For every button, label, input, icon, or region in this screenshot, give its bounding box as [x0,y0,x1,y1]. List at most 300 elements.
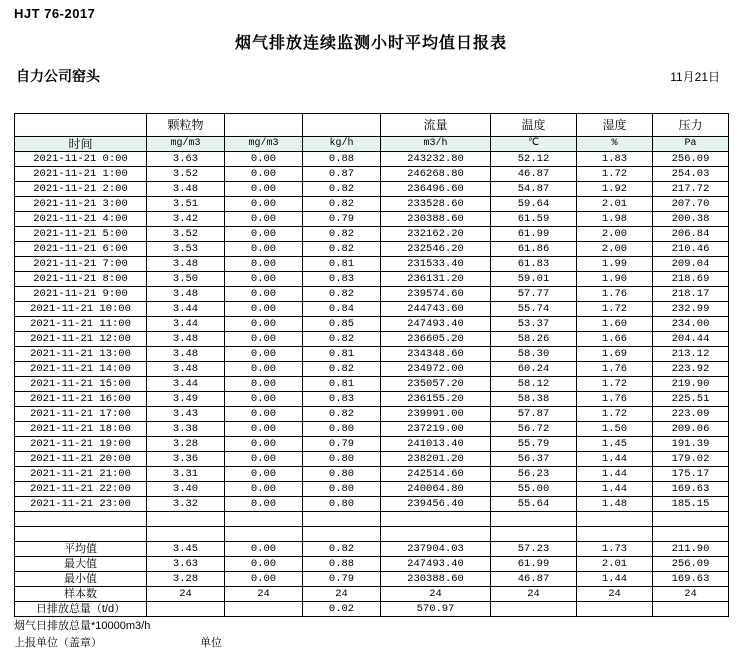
cell-humidity: 1.60 [577,317,653,332]
cell-summary-temperature: 24 [491,587,577,602]
table-group-header-row [15,114,729,137]
cell-humidity: 1.45 [577,437,653,452]
cell-time: 2021-11-21 11:00 [15,317,147,332]
cell-flow: 239991.00 [381,407,491,422]
group-header-humidity: 湿度 [577,114,653,137]
cell-flow: 247493.40 [381,317,491,332]
cell-humidity: 1.66 [577,332,653,347]
cell-c3: 0.82 [303,242,381,257]
cell-c2: 0.00 [225,437,303,452]
cell-flow: 240064.80 [381,482,491,497]
cell-humidity: 1.76 [577,362,653,377]
group-header-blank1 [225,114,303,137]
cell-flow: 242514.60 [381,467,491,482]
cell-humidity: 1.72 [577,167,653,182]
cell-time: 2021-11-21 16:00 [15,392,147,407]
cell-temperature: 55.64 [491,497,577,512]
cell-c1: 3.28 [147,437,225,452]
cell-flow: 239456.40 [381,497,491,512]
cell-temperature: 58.12 [491,377,577,392]
cell-summary-c1: 3.63 [147,557,225,572]
cell-summary-temperature: 46.87 [491,572,577,587]
cell-c2: 0.00 [225,452,303,467]
cell-c1: 3.42 [147,212,225,227]
cell-c3: 0.85 [303,317,381,332]
cell-c1: 3.44 [147,377,225,392]
cell-temperature: 57.87 [491,407,577,422]
cell-c3: 0.82 [303,332,381,347]
cell-temperature: 59.64 [491,197,577,212]
group-header-blank2 [303,114,381,137]
page-title: 烟气排放连续监测小时平均值日报表 [234,35,507,52]
cell-temperature: 52.12 [491,152,577,167]
cell-c1: 3.43 [147,407,225,422]
cell-c2: 0.00 [225,152,303,167]
cell-pressure: 200.38 [653,212,729,227]
column-unit-humidity: % [577,137,653,152]
table-row [15,452,729,467]
cell-c3: 0.81 [303,347,381,362]
column-unit-pressure: Pa [653,137,729,152]
cell-c1: 3.36 [147,452,225,467]
table-summary-row [15,542,729,557]
cell-c3: 0.81 [303,377,381,392]
cell-c1: 3.48 [147,287,225,302]
cell-time: 2021-11-21 4:00 [15,212,147,227]
cell-temperature: 55.79 [491,437,577,452]
table-row [15,362,729,377]
cell-summary-humidity: 24 [577,587,653,602]
cell-summary-c1: 3.28 [147,572,225,587]
cell-c2: 0.00 [225,272,303,287]
cell-time: 2021-11-21 10:00 [15,302,147,317]
cell-temperature: 53.37 [491,317,577,332]
cell-humidity: 2.01 [577,197,653,212]
cell-c1: 3.48 [147,182,225,197]
cell-total-c2 [225,602,303,617]
cell-humidity: 2.00 [577,227,653,242]
cell-flow: 238201.20 [381,452,491,467]
cell-time: 2021-11-21 2:00 [15,182,147,197]
cell-c1: 3.48 [147,332,225,347]
table-row [15,347,729,362]
footer-unit-label: 单位 [200,637,222,649]
table-row [15,242,729,257]
cell-c3: 0.80 [303,497,381,512]
cell-total-humidity [577,602,653,617]
cell-temperature: 60.24 [491,362,577,377]
table-spacer-row [15,512,729,527]
cell-c3: 0.82 [303,197,381,212]
cell-flow: 239574.60 [381,287,491,302]
emissions-report-table [14,113,729,617]
cell-c3: 0.79 [303,437,381,452]
cell-c2: 0.00 [225,227,303,242]
cell-humidity: 1.83 [577,152,653,167]
table-row [15,422,729,437]
cell-temperature: 46.87 [491,167,577,182]
table-row [15,182,729,197]
cell-blank [577,512,653,527]
cell-time: 2021-11-21 14:00 [15,362,147,377]
cell-c1: 3.44 [147,302,225,317]
cell-flow: 232546.20 [381,242,491,257]
cell-c2: 0.00 [225,317,303,332]
table-unit-header-row [15,137,729,152]
cell-c1: 3.50 [147,272,225,287]
cell-summary-pressure: 169.63 [653,572,729,587]
cell-summary-flow: 237904.03 [381,542,491,557]
cell-c1: 3.32 [147,497,225,512]
table-row [15,497,729,512]
cell-summary-c1: 24 [147,587,225,602]
cell-c1: 3.49 [147,392,225,407]
cell-pressure: 213.12 [653,347,729,362]
cell-pressure: 217.72 [653,182,729,197]
cell-c1: 3.52 [147,167,225,182]
cell-humidity: 2.00 [577,242,653,257]
cell-humidity: 1.72 [577,302,653,317]
cell-c2: 0.00 [225,362,303,377]
cell-flow: 231533.40 [381,257,491,272]
group-header-flow: 流量 [381,114,491,137]
cell-blank [381,527,491,542]
cell-c2: 0.00 [225,182,303,197]
cell-humidity: 1.98 [577,212,653,227]
cell-c2: 0.00 [225,212,303,227]
cell-total-label: 日排放总量（t/d） [15,602,147,617]
cell-summary-c2: 0.00 [225,542,303,557]
cell-time: 2021-11-21 13:00 [15,347,147,362]
cell-c2: 0.00 [225,422,303,437]
cell-c2: 0.00 [225,407,303,422]
cell-c3: 0.82 [303,407,381,422]
standard-code: HJT 76-2017 [14,6,96,21]
cell-c3: 0.80 [303,422,381,437]
cell-pressure: 218.69 [653,272,729,287]
cell-c3: 0.83 [303,392,381,407]
cell-blank [303,527,381,542]
table-row [15,302,729,317]
cell-pressure: 219.90 [653,377,729,392]
cell-time: 2021-11-21 5:00 [15,227,147,242]
cell-flow: 232162.20 [381,227,491,242]
column-unit-c3: kg/h [303,137,381,152]
cell-pressure: 191.39 [653,437,729,452]
cell-c2: 0.00 [225,302,303,317]
reporting-unit-name: 自力公司窑头 [16,68,100,84]
cell-humidity: 1.92 [577,182,653,197]
cell-summary-label: 最大值 [15,557,147,572]
table-summary-row [15,587,729,602]
cell-time: 2021-11-21 21:00 [15,467,147,482]
table-total-row [15,602,729,617]
column-unit-flow: m3/h [381,137,491,152]
cell-summary-c3: 0.82 [303,542,381,557]
column-unit-c1: mg/m3 [147,137,225,152]
cell-humidity: 1.44 [577,467,653,482]
cell-flow: 236155.20 [381,392,491,407]
table-row [15,392,729,407]
cell-blank [381,512,491,527]
table-row [15,152,729,167]
cell-c3: 0.80 [303,467,381,482]
cell-summary-c3: 0.79 [303,572,381,587]
cell-c1: 3.38 [147,422,225,437]
cell-time: 2021-11-21 1:00 [15,167,147,182]
table-row [15,482,729,497]
cell-total-pressure [653,602,729,617]
cell-temperature: 58.38 [491,392,577,407]
cell-time: 2021-11-21 8:00 [15,272,147,287]
cell-temperature: 61.59 [491,212,577,227]
table-row [15,212,729,227]
cell-pressure: 209.06 [653,422,729,437]
cell-flow: 235057.20 [381,377,491,392]
group-header-pressure: 压力 [653,114,729,137]
column-header-time: 时间 [15,137,147,152]
cell-pressure: 169.63 [653,482,729,497]
table-row [15,377,729,392]
cell-flow: 234972.00 [381,362,491,377]
cell-temperature: 54.87 [491,182,577,197]
cell-blank [225,527,303,542]
cell-c2: 0.00 [225,467,303,482]
table-row [15,287,729,302]
cell-c3: 0.80 [303,452,381,467]
cell-c3: 0.81 [303,257,381,272]
cell-flow: 233528.60 [381,197,491,212]
cell-c1: 3.53 [147,242,225,257]
cell-summary-c2: 0.00 [225,572,303,587]
cell-summary-c3: 24 [303,587,381,602]
cell-summary-pressure: 24 [653,587,729,602]
cell-flow: 246268.80 [381,167,491,182]
cell-time: 2021-11-21 23:00 [15,497,147,512]
cell-humidity: 1.69 [577,347,653,362]
cell-c2: 0.00 [225,377,303,392]
cell-time: 2021-11-21 15:00 [15,377,147,392]
cell-summary-humidity: 1.44 [577,572,653,587]
cell-blank [303,512,381,527]
cell-pressure: 232.99 [653,302,729,317]
cell-humidity: 1.44 [577,452,653,467]
cell-c2: 0.00 [225,242,303,257]
cell-summary-humidity: 1.73 [577,542,653,557]
cell-total-c3: 0.02 [303,602,381,617]
cell-pressure: 207.70 [653,197,729,212]
group-header-temperature: 温度 [491,114,577,137]
cell-c1: 3.31 [147,467,225,482]
cell-total-c1 [147,602,225,617]
table-row [15,167,729,182]
cell-summary-flow: 24 [381,587,491,602]
cell-humidity: 1.50 [577,422,653,437]
cell-summary-label: 样本数 [15,587,147,602]
cell-c2: 0.00 [225,347,303,362]
cell-flow: 234348.60 [381,347,491,362]
cell-c1: 3.63 [147,152,225,167]
column-unit-c2: mg/m3 [225,137,303,152]
cell-c1: 3.48 [147,362,225,377]
cell-blank [15,512,147,527]
cell-c3: 0.80 [303,482,381,497]
cell-summary-temperature: 61.99 [491,557,577,572]
report-date: 11月21日 [670,70,720,84]
cell-time: 2021-11-21 9:00 [15,287,147,302]
cell-c1: 3.51 [147,197,225,212]
cell-time: 2021-11-21 6:00 [15,242,147,257]
table-row [15,197,729,212]
cell-c3: 0.84 [303,302,381,317]
cell-time: 2021-11-21 7:00 [15,257,147,272]
cell-summary-label: 最小值 [15,572,147,587]
cell-summary-c1: 3.45 [147,542,225,557]
cell-temperature: 61.86 [491,242,577,257]
cell-blank [147,512,225,527]
cell-c3: 0.87 [303,167,381,182]
cell-pressure: 223.09 [653,407,729,422]
cell-time: 2021-11-21 22:00 [15,482,147,497]
cell-blank [653,527,729,542]
cell-temperature: 57.77 [491,287,577,302]
cell-flow: 236605.20 [381,332,491,347]
cell-temperature: 56.72 [491,422,577,437]
cell-pressure: 179.02 [653,452,729,467]
cell-c2: 0.00 [225,257,303,272]
cell-temperature: 56.23 [491,467,577,482]
table-summary-row [15,572,729,587]
cell-c3: 0.82 [303,227,381,242]
cell-pressure: 209.04 [653,257,729,272]
cell-pressure: 254.03 [653,167,729,182]
cell-temperature: 56.37 [491,452,577,467]
cell-c2: 0.00 [225,482,303,497]
cell-summary-c3: 0.88 [303,557,381,572]
table-row [15,332,729,347]
cell-humidity: 1.76 [577,287,653,302]
cell-pressure: 175.17 [653,467,729,482]
cell-flow: 237219.00 [381,422,491,437]
cell-c1: 3.48 [147,257,225,272]
cell-summary-c2: 0.00 [225,557,303,572]
cell-c2: 0.00 [225,287,303,302]
cell-c1: 3.48 [147,347,225,362]
cell-pressure: 225.51 [653,392,729,407]
cell-summary-flow: 247493.40 [381,557,491,572]
cell-blank [15,527,147,542]
cell-temperature: 55.74 [491,302,577,317]
cell-humidity: 1.44 [577,482,653,497]
cell-c2: 0.00 [225,392,303,407]
cell-time: 2021-11-21 20:00 [15,452,147,467]
cell-summary-humidity: 2.01 [577,557,653,572]
cell-temperature: 58.30 [491,347,577,362]
cell-c3: 0.82 [303,287,381,302]
cell-blank [577,527,653,542]
cell-c2: 0.00 [225,332,303,347]
cell-time: 2021-11-21 17:00 [15,407,147,422]
cell-time: 2021-11-21 18:00 [15,422,147,437]
table-row [15,272,729,287]
cell-humidity: 1.72 [577,377,653,392]
cell-humidity: 1.76 [577,392,653,407]
cell-c2: 0.00 [225,197,303,212]
group-header-particulate: 颗粒物 [147,114,225,137]
cell-humidity: 1.48 [577,497,653,512]
cell-pressure: 234.00 [653,317,729,332]
table-row [15,407,729,422]
cell-flow: 236496.60 [381,182,491,197]
cell-pressure: 206.84 [653,227,729,242]
cell-c1: 3.52 [147,227,225,242]
cell-blank [491,512,577,527]
cell-time: 2021-11-21 19:00 [15,437,147,452]
cell-flow: 241013.40 [381,437,491,452]
cell-summary-temperature: 57.23 [491,542,577,557]
cell-pressure: 204.44 [653,332,729,347]
cell-pressure: 218.17 [653,287,729,302]
column-unit-temperature: ℃ [491,137,577,152]
cell-summary-pressure: 211.90 [653,542,729,557]
footer-note-total: 烟气日排放总量*10000m3/h [14,620,151,632]
cell-temperature: 61.99 [491,227,577,242]
cell-humidity: 1.99 [577,257,653,272]
cell-c3: 0.82 [303,362,381,377]
cell-total-flow: 570.97 [381,602,491,617]
cell-c1: 3.44 [147,317,225,332]
cell-blank [491,527,577,542]
cell-pressure: 185.15 [653,497,729,512]
table-row [15,317,729,332]
table-row [15,257,729,272]
table-row [15,467,729,482]
footer-note-stamp: 上报单位（盖章） [14,637,102,649]
cell-temperature: 55.00 [491,482,577,497]
cell-pressure: 223.92 [653,362,729,377]
cell-c3: 0.88 [303,152,381,167]
cell-time: 2021-11-21 3:00 [15,197,147,212]
cell-summary-flow: 230388.60 [381,572,491,587]
table-spacer-row [15,527,729,542]
group-header-blank0 [15,114,147,137]
cell-summary-c2: 24 [225,587,303,602]
cell-blank [653,512,729,527]
cell-humidity: 1.90 [577,272,653,287]
cell-flow: 230388.60 [381,212,491,227]
cell-flow: 243232.80 [381,152,491,167]
cell-c1: 3.40 [147,482,225,497]
table-summary-row [15,557,729,572]
cell-c2: 0.00 [225,167,303,182]
cell-c3: 0.79 [303,212,381,227]
cell-blank [225,512,303,527]
cell-time: 2021-11-21 12:00 [15,332,147,347]
cell-humidity: 1.72 [577,407,653,422]
cell-temperature: 58.26 [491,332,577,347]
cell-summary-label: 平均值 [15,542,147,557]
cell-summary-pressure: 256.09 [653,557,729,572]
cell-temperature: 59.01 [491,272,577,287]
cell-c2: 0.00 [225,497,303,512]
cell-blank [147,527,225,542]
cell-pressure: 256.09 [653,152,729,167]
cell-c3: 0.83 [303,272,381,287]
cell-temperature: 61.83 [491,257,577,272]
table-row [15,437,729,452]
table-row [15,227,729,242]
cell-time: 2021-11-21 0:00 [15,152,147,167]
